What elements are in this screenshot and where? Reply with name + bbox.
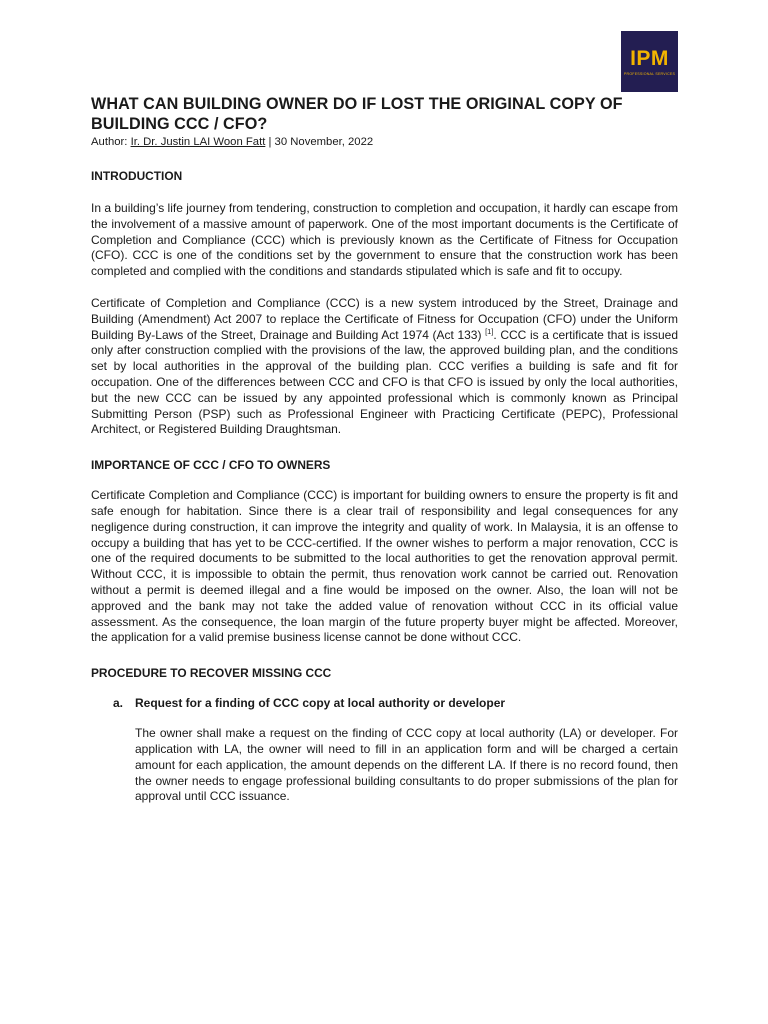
article-title: WHAT CAN BUILDING OWNER DO IF LOST THE ORIGINAL COPY OF BUILDING CCC / CFO?: [91, 95, 623, 133]
reference-marker[interactable]: [1]: [485, 326, 494, 336]
intro-paragraph-2-part-b: . CCC is a certificate that is issued only after construction complied with the provisions of the law, the approved building plan, and the conditions set by local authorities in the approval of the building plan. CCC verifies a building is safe and fit for occupation. One of the differences between CCC and CFO is that CFO is issued by only the local authorities, but the new CCC can be issued by any appointed professional which is commonly known as Principal Submitting Person (PSP) such as Professional Engineer with Practicing Certificate (PEPC), Professional Architect, or Registered Building Draughtsman.: [91, 327, 679, 437]
importance-paragraph: Certificate Completion and Compliance (CCC) is important for building owners to ensure the property is fit and safe enough for habitation. Since there is a clear trail of responsibility and legal consequences for any negligence during construction, it can improve the integrity and quality of work. In Malaysia, it is an offense to occupy a building that has yet to be CCC-certified. If the owner wishes to perform a major renovation, CCC is one of the required documents to be submitted to the local authorities to get the renovation approval permit. Without CCC, it is impossible to obtain the permit, thus renovation work cannot be carried out. Renovation without a permit is deemed illegal and a fine would be imposed on the owner. Also, the loan will not be approved and the bank may not take the added value of renovation without CCC in its official value assessment. As the consequence, the loan margin of the future property buyer might be affected. Moreover, the application for a valid premise business license cannot be done without CCC.: [91, 488, 678, 645]
author-label: Author:: [91, 136, 131, 148]
ipm-logo: [621, 31, 678, 92]
intro-paragraph-2-part-a: Certificate of Completion and Compliance (CCC) is a new system introduced by the Street, Drainage and Building (Amendment) Act 2007 to replace the Certificate of Fitness for Occupation (CFO) under the Uniform Building By-Laws of the Street, Drainage and Building Act 1974 (Act 133): [91, 295, 678, 342]
procedure-item-a-title: Request for a finding of CCC copy at local authority or developer: [135, 696, 506, 711]
section-heading-importance: IMPORTANCE OF CCC / CFO TO OWNERS: [91, 458, 331, 473]
intro-paragraph-2: [91, 296, 678, 438]
publish-date: | 30 November, 2022: [265, 136, 374, 148]
intro-paragraph-1: In a building’s life journey from tendering, construction to completion and occupation, it hardly can escape from the involvement of a massive amount of paperwork. One of the most important documents is the Certificate of Completion and Compliance (CCC) which is previously known as the Certificate of Fitness for Occupation (CFO). CCC is one of the conditions set by the government to ensure that the construction work has been completed and complied with the conditions and standards stipulated which is safe and fit to occupy.: [91, 201, 678, 279]
section-heading-introduction: INTRODUCTION: [91, 169, 183, 183]
section-heading-procedure: PROCEDURE TO RECOVER MISSING CCC: [91, 666, 332, 681]
procedure-item-a-body: The owner shall make a request on the finding of CCC copy at local authority (LA) or developer. For application with LA, the owner will need to fill in an application form and will be charged a certain amount for each application, the amount depends on the different LA. If there is no record found, then the owner needs to engage professional building consultants to do proper submissions of the plan for approval until CCC issuance.: [135, 726, 678, 804]
procedure-item-a-heading: [91, 696, 678, 711]
author-name-link[interactable]: Ir. Dr. Justin LAI Woon Fatt: [130, 136, 266, 148]
list-marker: a.: [113, 696, 124, 711]
logo-text: IPM: [630, 46, 669, 70]
logo-subtext: PROFESSIONAL SERVICES: [623, 71, 676, 76]
author-line: [91, 135, 678, 149]
article-body: [91, 94, 678, 805]
